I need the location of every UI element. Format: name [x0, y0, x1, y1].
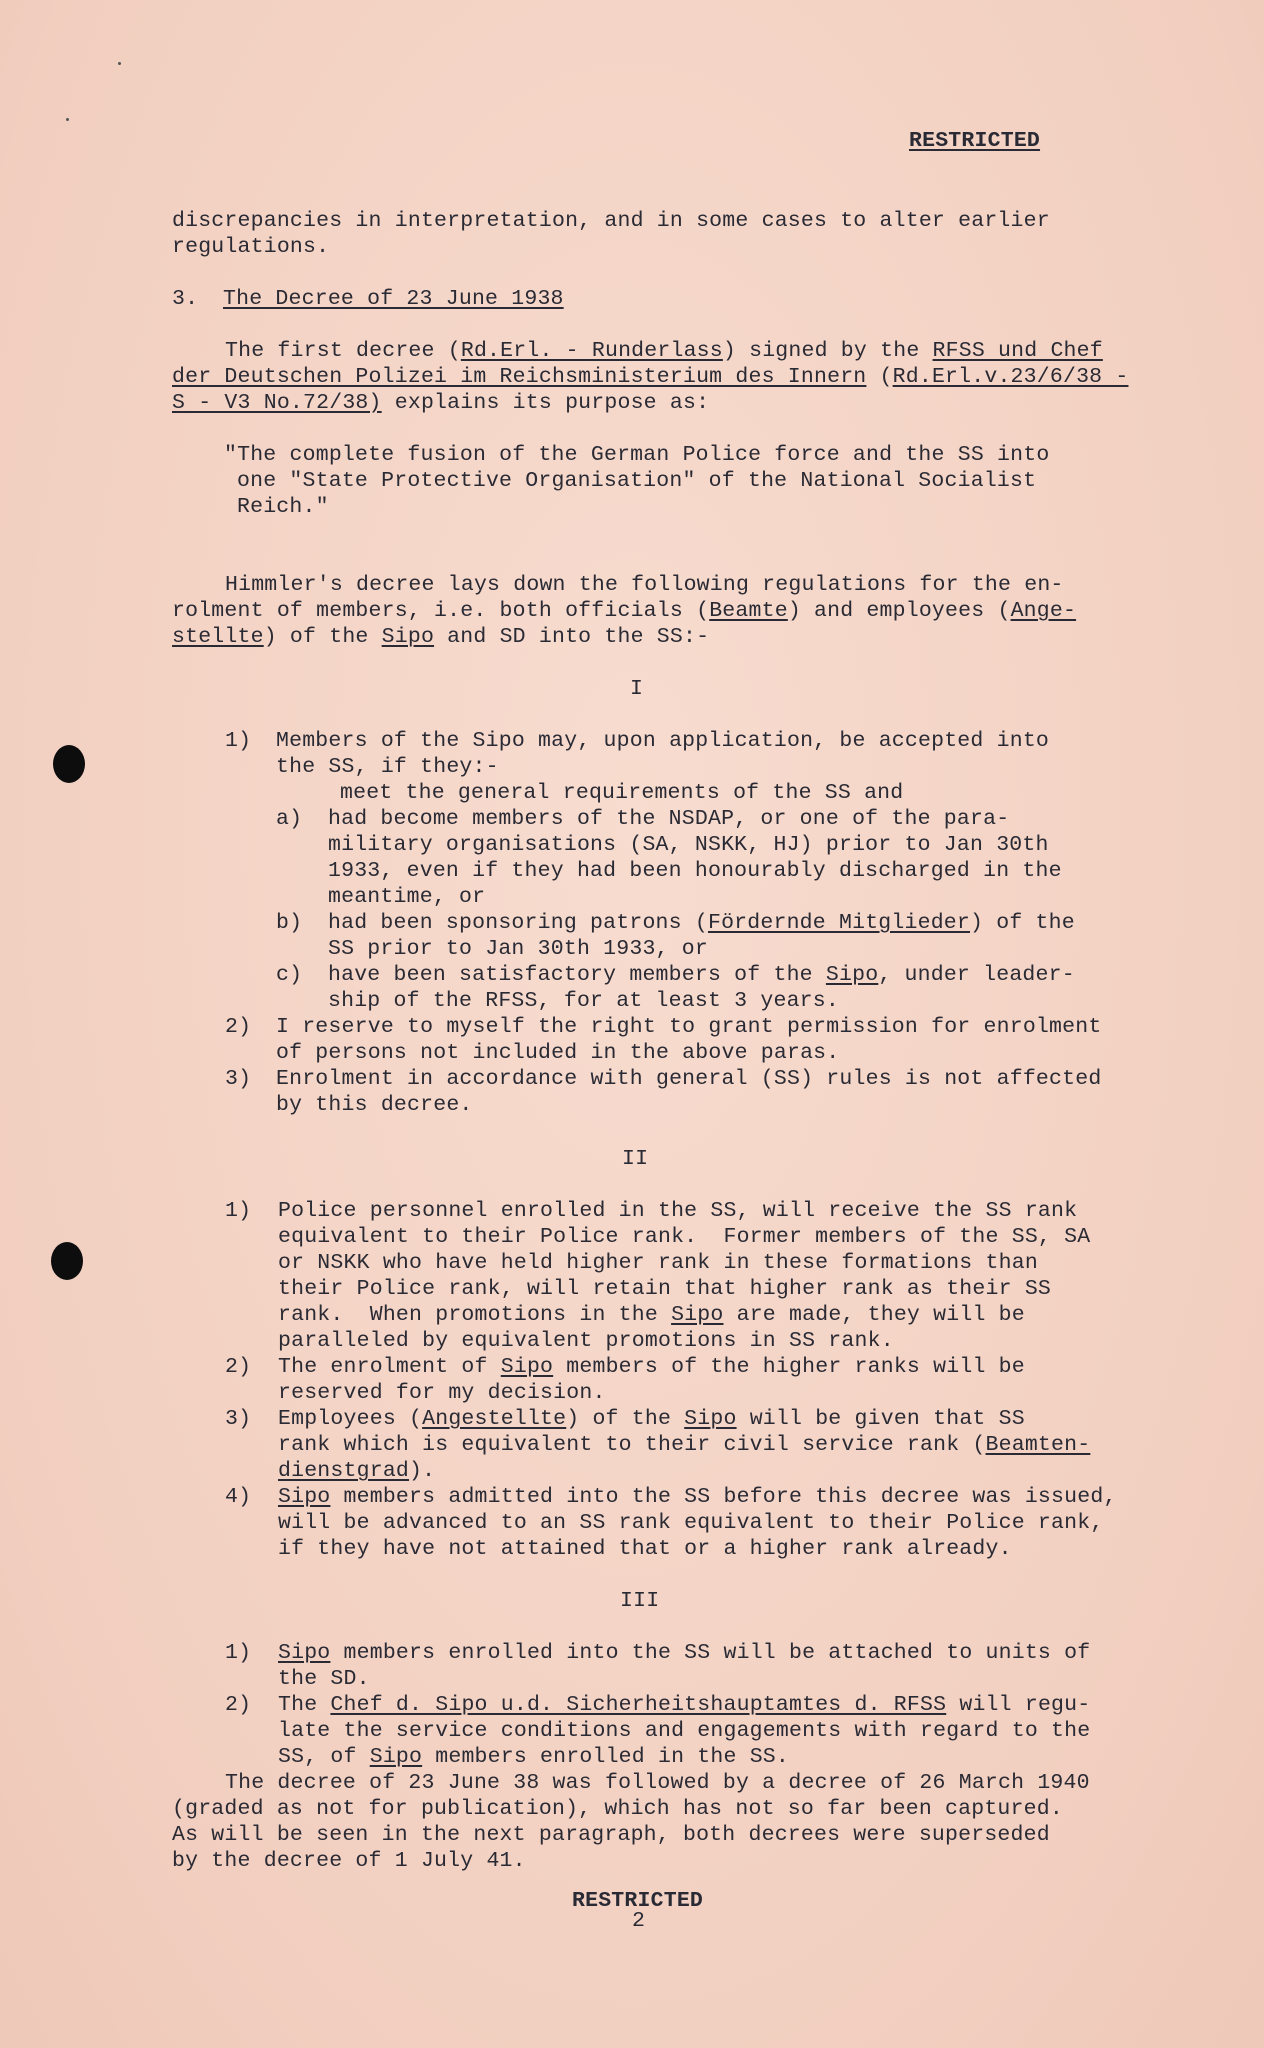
- item-text: or NSKK who have held higher rank in these formations than: [278, 1251, 1038, 1275]
- item-text: Enrolment in accordance with general (SS) rules is not affected: [276, 1067, 1102, 1091]
- closing-line-2: (graded as not for publication), which has not so far been captured.: [172, 1797, 1063, 1821]
- sub-item-letter: c): [276, 963, 303, 987]
- item-text: late the service conditions and engagements with regard to the: [278, 1719, 1091, 1743]
- page-number: 2: [632, 1909, 646, 1933]
- item-text: by this decree.: [276, 1093, 473, 1117]
- part-heading-1: I: [630, 677, 644, 701]
- paragraph-1-line-3: S - V3 No.72/38) explains its purpose as:: [172, 391, 710, 415]
- item-text: will be advanced to an SS rank equivalent to their Police rank,: [278, 1511, 1104, 1535]
- item-number: 4): [225, 1485, 252, 1509]
- speck-mark: [118, 62, 121, 65]
- item-number: 2): [225, 1355, 252, 1379]
- item-text: meet the general requirements of the SS and: [340, 781, 904, 805]
- closing-line-3: As will be seen in the next paragraph, both decrees were superseded: [172, 1823, 1050, 1847]
- item-number: 2): [225, 1693, 252, 1717]
- item-number: 3): [225, 1407, 252, 1431]
- punch-hole-bottom: [51, 1242, 83, 1280]
- sub-item-letter: b): [276, 911, 303, 935]
- item-text: their Police rank, will retain that higher rank as their SS: [278, 1277, 1052, 1301]
- speck-mark: [66, 118, 69, 121]
- item-number: 1): [225, 1199, 252, 1223]
- sub-item-text: SS prior to Jan 30th 1933, or: [328, 937, 708, 961]
- item-text: The Chef d. Sipo u.d. Sicherheitshauptamtes d. RFSS will regu-: [278, 1693, 1091, 1717]
- item-text: the SD.: [278, 1667, 370, 1691]
- item-text: The enrolment of Sipo members of the higher ranks will be: [278, 1355, 1025, 1379]
- paragraph-1-line-2: der Deutschen Polizei im Reichsministerium des Innern (Rd.Erl.v.23/6/38 -: [172, 365, 1129, 389]
- sub-item-text: had become members of the NSDAP, or one of the para-: [328, 807, 1010, 831]
- item-text: Sipo members enrolled into the SS will be attached to units of: [278, 1641, 1091, 1665]
- item-number: 1): [225, 1641, 252, 1665]
- section-heading: The Decree of 23 June 1938: [223, 287, 564, 311]
- item-text: if they have not attained that or a higher rank already.: [278, 1537, 1012, 1561]
- part-heading-3: III: [620, 1589, 660, 1613]
- item-number: 2): [225, 1015, 252, 1039]
- sub-item-text: meantime, or: [328, 885, 486, 909]
- item-text: SS, of Sipo members enrolled in the SS.: [278, 1745, 789, 1769]
- sub-item-letter: a): [276, 807, 303, 831]
- footer-classification: RESTRICTED: [572, 1889, 704, 1913]
- item-text: rank which is equivalent to their civil service rank (Beamten-: [278, 1433, 1091, 1457]
- item-text: the SS, if they:-: [276, 755, 499, 779]
- quote-line-2: one "State Protective Organisation" of the National Socialist: [237, 469, 1037, 493]
- section-number: 3.: [172, 287, 199, 311]
- quote-line-3: Reich.": [237, 495, 329, 519]
- item-number: 3): [225, 1067, 252, 1091]
- sub-item-text: military organisations (SA, NSKK, HJ) prior to Jan 30th: [328, 833, 1049, 857]
- closing-line-4: by the decree of 1 July 41.: [172, 1849, 526, 1873]
- intro-line-1: discrepancies in interpretation, and in some cases to alter earlier: [172, 209, 1050, 233]
- item-number: 1): [225, 729, 252, 753]
- quote-line-1: "The complete fusion of the German Police force and the SS into: [224, 443, 1050, 467]
- sub-item-text: ship of the RFSS, for at least 3 years.: [328, 989, 839, 1013]
- item-text: reserved for my decision.: [278, 1381, 606, 1405]
- item-text: of persons not included in the above paras.: [276, 1041, 840, 1065]
- intro-line-2: regulations.: [172, 235, 330, 259]
- paragraph-2-line-3: stellte) of the Sipo and SD into the SS:-: [172, 625, 710, 649]
- item-text: Police personnel enrolled in the SS, will receive the SS rank: [278, 1199, 1078, 1223]
- sub-item-text: 1933, even if they had been honourably discharged in the: [328, 859, 1062, 883]
- item-text: I reserve to myself the right to grant permission for enrolment: [276, 1015, 1102, 1039]
- sub-item-text: have been satisfactory members of the Sipo, under leader-: [328, 963, 1075, 987]
- paragraph-1-line-1: The first decree (Rd.Erl. - Runderlass) signed by the RFSS und Chef: [225, 339, 1103, 363]
- paragraph-2-line-2: rolment of members, i.e. both officials (Beamte) and employees (Ange-: [172, 599, 1077, 623]
- item-text: dienstgrad).: [278, 1459, 436, 1483]
- item-text: Members of the Sipo may, upon application, be accepted into: [276, 729, 1050, 753]
- item-text: paralleled by equivalent promotions in SS rank.: [278, 1329, 894, 1353]
- header-classification: RESTRICTED: [909, 129, 1041, 153]
- item-text: Employees (Angestellte) of the Sipo will be given that SS: [278, 1407, 1025, 1431]
- item-text: rank. When promotions in the Sipo are made, they will be: [278, 1303, 1025, 1327]
- sub-item-text: had been sponsoring patrons (Fördernde Mitglieder) of the: [328, 911, 1075, 935]
- paragraph-2-line-1: Himmler's decree lays down the following regulations for the en-: [225, 573, 1064, 597]
- item-text: equivalent to their Police rank. Former members of the SS, SA: [278, 1225, 1091, 1249]
- item-text: Sipo members admitted into the SS before this decree was issued,: [278, 1485, 1117, 1509]
- punch-hole-top: [53, 745, 85, 783]
- part-heading-2: II: [622, 1147, 649, 1171]
- closing-line-1: The decree of 23 June 38 was followed by a decree of 26 March 1940: [225, 1771, 1090, 1795]
